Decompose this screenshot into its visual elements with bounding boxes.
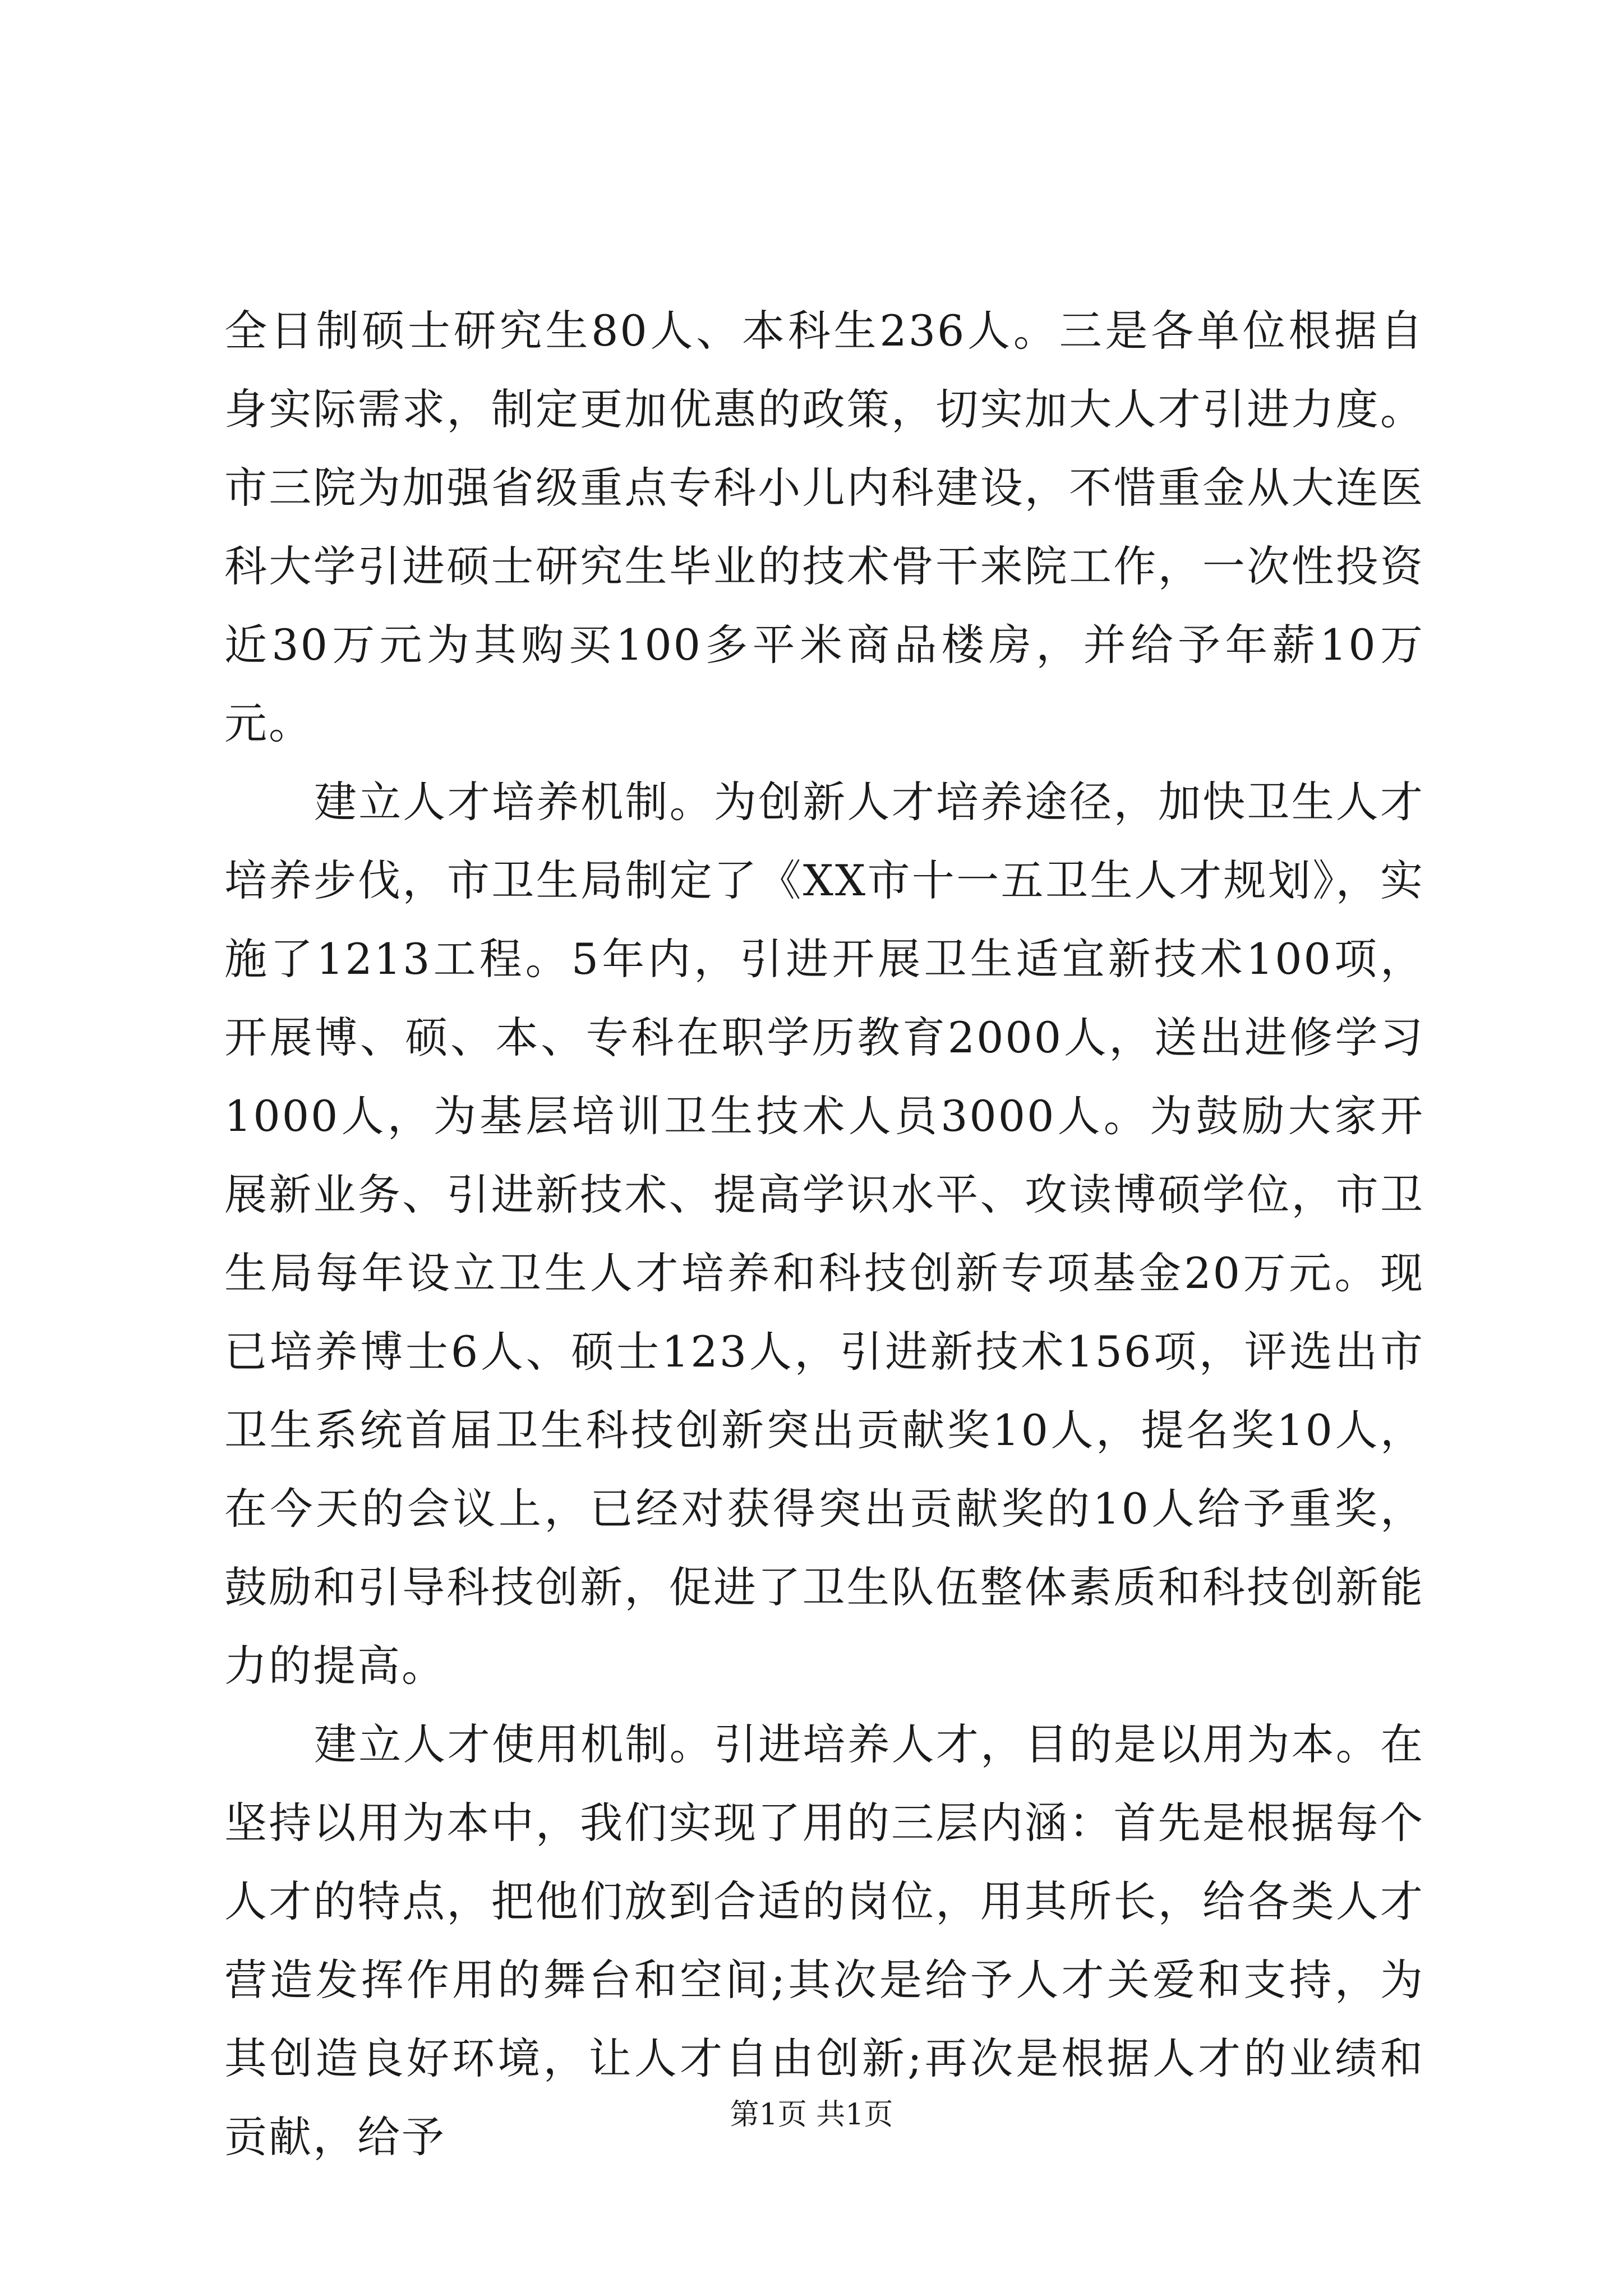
- document-body: [224, 292, 1424, 2177]
- paragraph-talent-training: 建立人才培养机制。为创新人才培养途径，加快卫生人才培养步伐，市卫生局制定了《XX市十一五卫生人才规划》，实施了1213工程。5年内，引进开展卫生适宜新技术100项，开展博、硕、本、专科在职学历教育2000人，送出进修学习1000人，为基层培训卫生技术人员3000人。为鼓励大家开展新业务、引进新技术、提高学识水平、攻读博硕学位，市卫生局每年设立卫生人才培养和科技创新专项基金20万元。现已培养博士6人、硕士123人，引进新技术156项，评选出市卫生系统首届卫生科技创新突出贡献奖10人，提名奖10人，在今天的会议上，已经对获得突出贡献奖的10人给予重奖，鼓励和引导科技创新，促进了卫生队伍整体素质和科技创新能力的提高。: [224, 777, 1424, 1691]
- paragraph-continuation: 全日制硕士研究生80人、本科生236人。三是各单位根据自身实际需求，制定更加优惠的政策，切实加大人才引进力度。市三院为加强省级重点专科小儿内科建设，不惜重金从大连医科大学引进硕士研究生毕业的技术骨干来院工作，一次性投资近30万元为其购买100多平米商品楼房，并给予年薪10万元。: [224, 306, 1424, 748]
- paragraph-talent-usage: 建立人才使用机制。引进培养人才，目的是以用为本。在坚持以用为本中，我们实现了用的三层内涵：首先是根据每个人才的特点，把他们放到合适的岗位，用其所长，给各类人才营造发挥作用的舞台和空间;其次是给予人才关爱和支持，为其创造良好环境，让人才自由创新;再次是根据人才的业绩和贡献，给予: [224, 1719, 1424, 2162]
- page-footer: 第1页 共1页: [730, 2098, 893, 2132]
